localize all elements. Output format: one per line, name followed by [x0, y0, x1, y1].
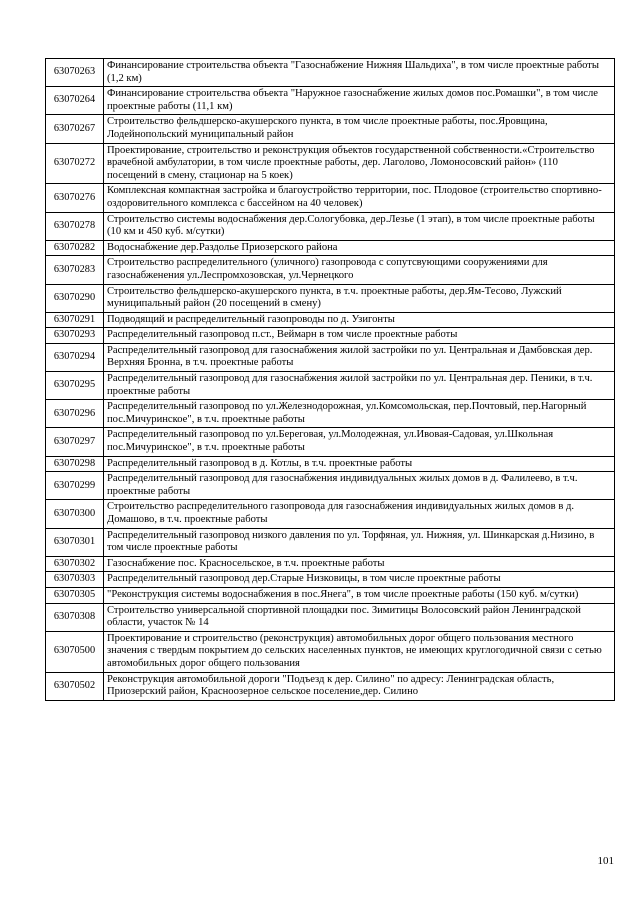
table-row — [46, 556, 615, 572]
table-row — [46, 372, 615, 400]
row-description: Распределительный газопровод низкого давления по ул. Торфяная, ул. Нижняя, ул. Шинкарская д.Низино, в том числе проектные работы — [104, 528, 615, 556]
row-code: 63070290 — [46, 284, 104, 312]
row-code: 63070264 — [46, 87, 104, 115]
row-description: Строительство распределительного газопровода для газоснабжения индивидуальных жилых домов в д. Домашово, в т.ч. проектные работы — [104, 500, 615, 528]
row-description: Распределительный газопровод в д. Котлы, в т.ч. проектные работы — [104, 456, 615, 472]
table-row — [46, 631, 615, 672]
row-code: 63070302 — [46, 556, 104, 572]
row-code: 63070278 — [46, 212, 104, 240]
row-description: "Реконструкция системы водоснабжения в пос.Янега", в том числе проектные работы (150 куб. м/сутки) — [104, 587, 615, 603]
row-description: Строительство фельдшерско-акушерского пункта, в т.ч. проектные работы, дер.Ям-Тесово, Лужский муниципальный район (20 посещений в смену) — [104, 284, 615, 312]
row-description: Распределительный газопровод дер.Старые Низковицы, в том числе проектные работы — [104, 572, 615, 588]
row-description: Подводящий и распределительный газопроводы по д. Узигонты — [104, 312, 615, 328]
table-row — [46, 472, 615, 500]
table-row — [46, 528, 615, 556]
table-row — [46, 672, 615, 700]
row-code: 63070282 — [46, 240, 104, 256]
row-description: Распределительный газопровод для газоснабжения жилой застройки по ул. Центральная дер. Пеники, в т.ч. проектные работы — [104, 372, 615, 400]
row-code: 63070296 — [46, 400, 104, 428]
row-code: 63070308 — [46, 603, 104, 631]
table-row — [46, 312, 615, 328]
row-code: 63070295 — [46, 372, 104, 400]
table-row — [46, 115, 615, 143]
table-row — [46, 256, 615, 284]
row-description: Проектирование, строительство и реконструкция объектов государственной собственности.«Строительство врачебной амбулатории, в том числе проектные работы, дер. Лаголово, Ломоносовский район» (110 посещений в смену, стационар на 5 коек) — [104, 143, 615, 184]
table-row — [46, 456, 615, 472]
table-row — [46, 603, 615, 631]
row-code: 63070297 — [46, 428, 104, 456]
page-number: 101 — [597, 855, 614, 867]
row-description: Газоснабжение пос. Красносельское, в т.ч. проектные работы — [104, 556, 615, 572]
row-description: Финансирование строительства объекта "Газоснабжение Нижняя Шальдиха", в том числе проектные работы (1,2 км) — [104, 59, 615, 87]
row-description: Реконструкция автомобильной дороги "Подъезд к дер. Силино" по адресу: Ленинградская область, Приозерский район, Красноозерное сельское поселение,дер. Силино — [104, 672, 615, 700]
table-row — [46, 59, 615, 87]
table-row — [46, 500, 615, 528]
row-code: 63070293 — [46, 328, 104, 344]
table-row — [46, 587, 615, 603]
table-row — [46, 240, 615, 256]
table-row — [46, 428, 615, 456]
row-description: Водоснабжение дер.Раздолье Приозерского района — [104, 240, 615, 256]
row-description: Строительство фельдшерско-акушерского пункта, в том числе проектные работы, пос.Яровщина, Лодейнопольский муниципальный район — [104, 115, 615, 143]
row-description: Проектирование и строительство (реконструкция) автомобильных дорог общего пользования местного значения с твердым покрытием до сельских населенных пунктов, не имеющих круглогодичной связи с сетью автомобильных дорог общего пользования — [104, 631, 615, 672]
row-description: Распределительный газопровод по ул.Железнодорожная, ул.Комсомольская, пер.Почтовый, пер.Нагорный пос.Мичуринское", в т.ч. проектные работы — [104, 400, 615, 428]
row-code: 63070283 — [46, 256, 104, 284]
row-code: 63070272 — [46, 143, 104, 184]
row-description: Комплексная компактная застройка и благоустройство территории, пос. Плодовое (строительство спортивно-оздоровительного комплекса с бассейном на 40 человек) — [104, 184, 615, 212]
row-code: 63070263 — [46, 59, 104, 87]
row-code: 63070500 — [46, 631, 104, 672]
row-description: Финансирование строительства объекта "Наружное газоснабжение жилых домов пос.Ромашки", в том числе проектные работы (11,1 км) — [104, 87, 615, 115]
row-description: Строительство универсальной спортивной площадки пос. Зимитицы Волосовский район Ленинградской области, участок № 14 — [104, 603, 615, 631]
table-row — [46, 143, 615, 184]
row-description: Распределительный газопровод по ул.Береговая, ул.Молодежная, ул.Ивовая-Садовая, ул.Школьная пос.Мичуринское", в т.ч. проектные работы — [104, 428, 615, 456]
table-row — [46, 184, 615, 212]
row-code: 63070291 — [46, 312, 104, 328]
row-code: 63070305 — [46, 587, 104, 603]
row-description: Распределительный газопровод для газоснабжения жилой застройки по ул. Центральная и Дамбовская дер. Верхняя Бронна, в т.ч. проектные работы — [104, 343, 615, 371]
table-body — [46, 59, 615, 701]
row-description: Строительство распределительного (уличного) газопровода с сопутсвующими сооружениями для газоснабженения ул.Леспромхозовская, ул.Чернецкого — [104, 256, 615, 284]
row-description: Распределительный газопровод п.ст., Веймарн в том числе проектные работы — [104, 328, 615, 344]
row-code: 63070298 — [46, 456, 104, 472]
table-row — [46, 212, 615, 240]
table-row — [46, 328, 615, 344]
table-row — [46, 87, 615, 115]
row-code: 63070502 — [46, 672, 104, 700]
table-row — [46, 343, 615, 371]
row-code: 63070267 — [46, 115, 104, 143]
table-row — [46, 284, 615, 312]
row-code: 63070294 — [46, 343, 104, 371]
row-code: 63070303 — [46, 572, 104, 588]
row-code: 63070299 — [46, 472, 104, 500]
table-row — [46, 400, 615, 428]
table-row — [46, 572, 615, 588]
row-description: Распределительный газопровод для газоснабжения индивидуальных жилых домов в д. Фалилеево, в т.ч. проектные работы — [104, 472, 615, 500]
row-code: 63070301 — [46, 528, 104, 556]
row-code: 63070300 — [46, 500, 104, 528]
budget-items-table — [45, 58, 615, 701]
row-code: 63070276 — [46, 184, 104, 212]
row-description: Строительство системы водоснабжения дер.Сологубовка, дер.Лезье (1 этап), в том числе проектные работы (10 км и 450 куб. м/сутки) — [104, 212, 615, 240]
